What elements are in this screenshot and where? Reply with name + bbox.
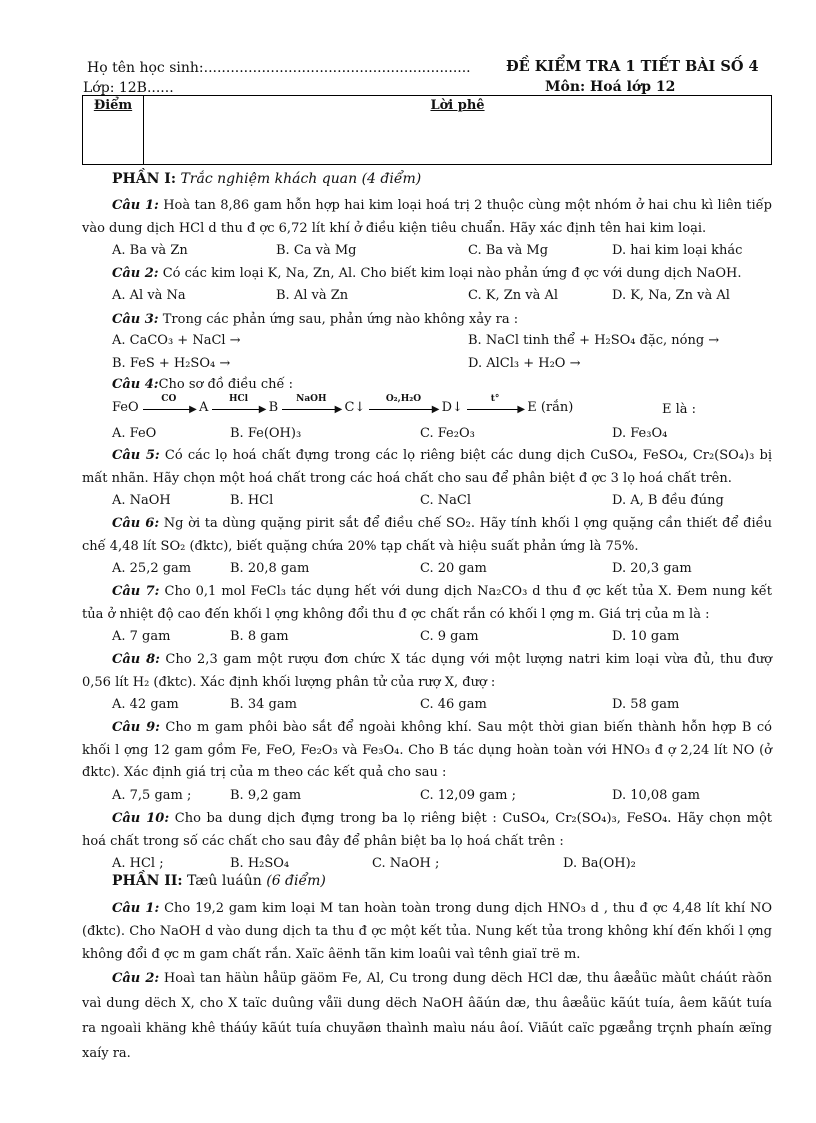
q10-number: Câu 10: [112, 811, 170, 826]
exam-title: ĐỀ KIỂM TRA 1 TIẾT BÀI SỐ 4 [506, 58, 759, 75]
q2-text: Có các kim loại K, Na, Zn, Al. Cho biết kim loại nào phản ứng đ ợc với dung dịch NaOH. [162, 266, 742, 281]
question-9 [82, 717, 772, 785]
q2-option-a: A. Al và Na [112, 288, 186, 303]
q6-option-a: A. 25,2 gam [112, 561, 192, 576]
q1-option-a: A. Ba và Zn [112, 243, 188, 258]
comment-header: Lời phê [430, 98, 485, 113]
reagent-naoh: NaOH [296, 394, 327, 404]
question-6 [82, 513, 772, 558]
q5-option-a: A. NaOH [112, 493, 171, 508]
q8-option-d: D. 58 gam [612, 697, 680, 712]
question-1 [82, 195, 772, 240]
scheme-feo: FeO [112, 400, 139, 415]
subject-label: Môn: Hoá lớp 12 [545, 79, 676, 95]
q3-option-d: D. AlCl₃ + H₂O → [468, 356, 581, 371]
q5-option-d: D. A, B đều đúng [612, 493, 724, 508]
question-3 [82, 309, 772, 332]
q5-option-c: C. NaCl [420, 493, 471, 508]
q7-option-a: A. 7 gam [112, 629, 171, 644]
q4-scheme [112, 394, 574, 416]
scheme-d: D↓ [441, 400, 463, 415]
q3-option-a: A. CaCO₃ + NaCl → [112, 333, 241, 348]
q8-option-b: B. 34 gam [230, 697, 297, 712]
q9-option-c: C. 12,09 gam ; [420, 788, 517, 803]
q5-text: Có các lọ hoá chất đựng trong các lọ riêng biệt các dung dịch CuSO₄, FeSO₄, Cr₂(SO₄)₃ bị mất nhãn. Hãy chọn một hoá chất trong các hoá chất cho sau để phân biệt đ ợc 3 lọ hoá chất trên. [82, 448, 773, 486]
q2-option-c: C. K, Zn và Al [468, 288, 559, 303]
scheme-arrow-1: CO ▶ [143, 405, 195, 410]
q4-option-a: A. FeO [112, 426, 157, 441]
q7-text: Cho 0,1 mol FeCl₃ tác dụng hết với dung dịch Na₂CO₃ d thu đ ợc kết tủa X. Đem nung kết tủa ở nhiệt độ cao đến khối l ợng không đổi thu đ ợc chất rắn có khối l ợng m. Giá trị của m là : [82, 584, 773, 622]
scheme-arrow-5: t° ▶ [467, 405, 523, 410]
scheme-arrow-2: HCl ▶ [212, 405, 264, 410]
question-7 [82, 581, 772, 626]
q4-text: Cho sơ đồ điều chế : [158, 377, 294, 392]
q2-option-b: B. Al và Zn [276, 288, 349, 303]
q1-option-c: C. Ba và Mg [468, 243, 549, 258]
class-field: Lớp: 12B...... [83, 80, 174, 96]
p2q2-text: Hoaì tan häùn håüp gäöm Fe, Al, Cu trong dung dëch HCl dæ, thu âæåüc màût cháút ràõn vaì dung dëch X, cho X taïc duûng våïi dung dëch NaOH âãún dæ, thu âæåüc kãút tuía, âem kãút tuía ra ngoaìi khäng khê tháúy kãút tuía chuyãøn thaình maìu náu âoí. Viãút caïc pgæång trçnh phaín æïng xaíy ra. [82, 971, 772, 1061]
q9-option-b: B. 9,2 gam [230, 788, 302, 803]
q6-option-b: B. 20,8 gam [230, 561, 310, 576]
q3-number: Câu 3: [112, 312, 159, 327]
p2q1-number: Câu 1: [112, 901, 160, 916]
question-4 [112, 377, 293, 393]
q10-option-d: D. Ba(OH)₂ [563, 856, 636, 871]
q4-option-d: D. Fe₃O₄ [612, 426, 668, 441]
part2-points: (6 điểm) [266, 873, 326, 889]
question-8 [82, 649, 772, 694]
q5-number: Câu 5: [112, 448, 160, 463]
q7-option-d: D. 10 gam [612, 629, 680, 644]
q2-option-d: D. K, Na, Zn và Al [612, 288, 730, 303]
p2q1-text: Cho 19,2 gam kim loại M tan hoàn toàn trong dung dịch HNO₃ d , thu đ ợc 4,48 lít khí NO (đktc). Cho NaOH d vào dung dịch ta thu đ ợc một kết tủa. Nung kết tủa trong không khí đến khối l ợng không đổi đ ợc m gam chất rắn. Xaïc âënh tãn kim loaûi vaì tênh giaï trë m. [82, 901, 772, 962]
reagent-hcl: HCl [228, 394, 249, 404]
scheme-e: E (rắn) [527, 400, 574, 415]
q8-number: Câu 8: [112, 652, 160, 667]
scheme-arrow-4: O₂,H₂O ▶ [369, 405, 437, 410]
q3-text: Trong các phản ứng sau, phản ứng nào không xảy ra : [162, 312, 519, 327]
q6-option-c: C. 20 gam [420, 561, 487, 576]
part2-label: PHẦN II: [112, 873, 183, 889]
part1-heading [112, 171, 421, 189]
q9-number: Câu 9: [112, 720, 160, 735]
q4-number: Câu 4: [112, 377, 159, 392]
q4-ask: E là : [662, 402, 697, 417]
reagent-o2-h2o: O₂,H₂O [385, 394, 422, 404]
q5-option-b: B. HCl [230, 493, 274, 508]
q9-text: Cho m gam phôi bào sắt để ngoài không khí. Sau một thời gian biến thành hỗn hợp B có khối l ợng 12 gam gồm Fe, FeO, Fe₂O₃ và Fe₃O₄. Cho B tác dụng hoàn toàn với HNO₃ đ ợ 2,24 lít NO (ở đktc). Xác định giá trị của m theo các kết quả cho sau : [82, 720, 772, 780]
q10-option-a: A. HCl ; [112, 856, 164, 871]
question-10 [82, 808, 772, 853]
question-5 [82, 445, 772, 490]
q6-number: Câu 6: [112, 516, 160, 531]
q10-option-c: C. NaOH ; [372, 856, 440, 871]
reagent-co: CO [161, 394, 177, 404]
part2-heading [112, 873, 326, 891]
part2-question-2 [82, 966, 772, 1066]
q7-number: Câu 7: [112, 584, 160, 599]
q6-option-d: D. 20,3 gam [612, 561, 692, 576]
part1-title: Trắc nghiệm khách quan (4 điểm) [180, 171, 422, 187]
q1-number: Câu 1: [112, 198, 159, 213]
q7-option-b: B. 8 gam [230, 629, 289, 644]
q4-option-c: C. Fe₂O₃ [420, 426, 475, 441]
q2-number: Câu 2: [112, 266, 159, 281]
scheme-a: A [198, 400, 209, 415]
scheme-arrow-3: NaOH ▶ [282, 405, 340, 410]
q6-text: Ng ời ta dùng quặng pirit sắt để điều chế SO₂. Hãy tính khối l ợng quặng cần thiết để điều chế 4,48 lít SO₂ (đktc), biết quặng chứa 20% tạp chất và hiệu suất phản ứng là 75%. [82, 516, 772, 554]
part2-title: Tæû luáûn [187, 873, 262, 889]
question-2 [82, 263, 772, 286]
q3-option-c: B. FeS + H₂SO₄ → [112, 356, 231, 371]
q1-option-d: D. hai kim loại khác [612, 243, 743, 258]
q10-option-b: B. H₂SO₄ [230, 856, 290, 871]
q8-option-c: C. 46 gam [420, 697, 487, 712]
q10-text: Cho ba dung dịch đựng trong ba lọ riêng biệt : CuSO₄, Cr₂(SO₄)₃, FeSO₄. Hãy chọn một hoá chất trong số các chất cho sau đây để phân biệt ba lọ hoá chất trên : [82, 811, 772, 849]
reagent-heat: t° [490, 394, 500, 404]
q9-option-d: D. 10,08 gam [612, 788, 700, 803]
q4-option-b: B. Fe(OH)₃ [230, 426, 302, 441]
p2q2-number: Câu 2: [112, 971, 160, 986]
part2-question-1 [82, 897, 772, 966]
q3-option-b: B. NaCl tinh thể + H₂SO₄ đặc, nóng → [468, 333, 720, 348]
part1-label: PHẦN I: [112, 171, 177, 187]
q9-option-a: A. 7,5 gam ; [112, 788, 192, 803]
q8-option-a: A. 42 gam [112, 697, 179, 712]
student-name-field: Họ tên học sinh:............................................................ [87, 60, 471, 76]
score-header: Điểm [93, 98, 133, 113]
q7-option-c: C. 9 gam [420, 629, 479, 644]
grade-table [82, 95, 772, 165]
q1-option-b: B. Ca và Mg [276, 243, 357, 258]
q8-text: Cho 2,3 gam một rượu đơn chức X tác dụng với một lượng natri kim loại vừa đủ, thu đượ 0,56 lít H₂ (đktc). Xác định khối lượng phân tử của rượ X, đượ : [82, 652, 773, 690]
scheme-c: C↓ [344, 400, 366, 415]
q1-text: Hoà tan 8,86 gam hỗn hợp hai kim loại hoá trị 2 thuộc cùng một nhóm ở hai chu kì liên tiếp vào dung dịch HCl d thu đ ợc 6,72 lít khí ở điều kiện tiêu chuẩn. Hãy xác định tên hai kim loại. [82, 198, 772, 236]
scheme-b: B [268, 400, 279, 415]
